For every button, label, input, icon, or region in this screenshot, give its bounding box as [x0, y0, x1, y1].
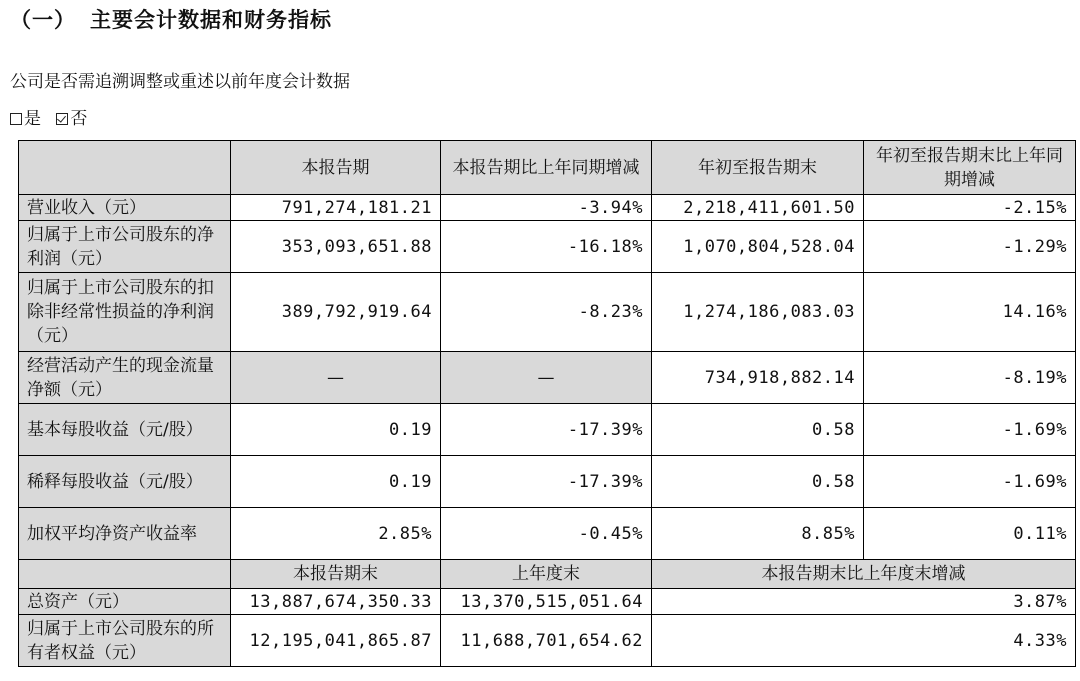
cell-prior-year-end: 11,688,701,654.62 — [441, 615, 652, 667]
table-row — [19, 195, 1076, 221]
cell-ytd: 0.58 — [652, 456, 864, 508]
cell-current: 0.19 — [231, 404, 441, 456]
option-no-label: 否 — [70, 109, 88, 129]
cell-ytd-change: -8.19% — [864, 352, 1076, 404]
header-ytd-yoy-change: 年初至报告期末比上年同期增减 — [864, 141, 1076, 195]
table-row — [19, 404, 1076, 456]
cell-ytd-change: 14.16% — [864, 273, 1076, 352]
option-yes[interactable] — [10, 109, 41, 129]
header-ytd: 年初至报告期末 — [652, 141, 864, 195]
subheader-blank-cell — [19, 560, 231, 589]
section-number: （一） — [10, 8, 76, 32]
table-row — [19, 352, 1076, 404]
cell-current: — — [231, 352, 441, 404]
retro-adjustment-options — [10, 104, 97, 129]
cell-ytd: 2,218,411,601.50 — [652, 195, 864, 221]
cell-change: -17.39% — [441, 456, 652, 508]
row-label: 加权平均净资产收益率 — [19, 508, 231, 560]
cell-period-end: 13,887,674,350.33 — [231, 589, 441, 615]
cell-prior-year-end: 13,370,515,051.64 — [441, 589, 652, 615]
cell-change: 4.33% — [652, 615, 1076, 667]
cell-current: 353,093,651.88 — [231, 221, 441, 273]
row-label: 总资产（元） — [19, 589, 231, 615]
row-label: 归属于上市公司股东的所有者权益（元） — [19, 615, 231, 667]
table-row — [19, 221, 1076, 273]
cell-change: -8.23% — [441, 273, 652, 352]
cell-period-end: 12,195,041,865.87 — [231, 615, 441, 667]
table-row — [19, 589, 1076, 615]
table-row — [19, 273, 1076, 352]
header-current-period: 本报告期 — [231, 141, 441, 195]
cell-ytd-change: -1.69% — [864, 404, 1076, 456]
table-row — [19, 456, 1076, 508]
retro-adjustment-question: 公司是否需追溯调整或重述以前年度会计数据 — [10, 72, 350, 92]
section-heading — [10, 4, 332, 34]
subheader-change-vs-year-end: 本报告期末比上年度末增减 — [652, 560, 1076, 589]
option-yes-label: 是 — [24, 109, 41, 129]
row-label: 经营活动产生的现金流量净额（元） — [19, 352, 231, 404]
table-row — [19, 508, 1076, 560]
cell-current: 0.19 — [231, 456, 441, 508]
checkbox-unchecked-icon[interactable] — [10, 113, 22, 125]
cell-ytd-change: 0.11% — [864, 508, 1076, 560]
row-label: 营业收入（元） — [19, 195, 231, 221]
cell-ytd-change: -1.29% — [864, 221, 1076, 273]
header-yoy-change: 本报告期比上年同期增减 — [441, 141, 652, 195]
row-label: 归属于上市公司股东的净利润（元） — [19, 221, 231, 273]
cell-change: -0.45% — [441, 508, 652, 560]
checkbox-checked-icon[interactable] — [56, 113, 68, 125]
table-header-row — [19, 141, 1076, 195]
cell-ytd: 1,274,186,083.03 — [652, 273, 864, 352]
cell-ytd: 8.85% — [652, 508, 864, 560]
table-row — [19, 615, 1076, 667]
row-label: 稀释每股收益（元/股） — [19, 456, 231, 508]
cell-change: 3.87% — [652, 589, 1076, 615]
cell-ytd-change: -1.69% — [864, 456, 1076, 508]
row-label: 基本每股收益（元/股） — [19, 404, 231, 456]
cell-change: -3.94% — [441, 195, 652, 221]
cell-current: 791,274,181.21 — [231, 195, 441, 221]
cell-current: 389,792,919.64 — [231, 273, 441, 352]
subheader-prior-year-end: 上年度末 — [441, 560, 652, 589]
cell-ytd: 734,918,882.14 — [652, 352, 864, 404]
row-label: 归属于上市公司股东的扣除非经常性损益的净利润（元） — [19, 273, 231, 352]
table-subheader-row — [19, 560, 1076, 589]
financial-data-table — [18, 140, 1076, 667]
header-blank-cell — [19, 141, 231, 195]
option-no[interactable] — [56, 109, 87, 129]
section-title: 主要会计数据和财务指标 — [90, 8, 332, 32]
cell-ytd-change: -2.15% — [864, 195, 1076, 221]
cell-ytd: 1,070,804,528.04 — [652, 221, 864, 273]
cell-change: — — [441, 352, 652, 404]
subheader-period-end: 本报告期末 — [231, 560, 441, 589]
cell-ytd: 0.58 — [652, 404, 864, 456]
cell-change: -17.39% — [441, 404, 652, 456]
cell-current: 2.85% — [231, 508, 441, 560]
cell-change: -16.18% — [441, 221, 652, 273]
